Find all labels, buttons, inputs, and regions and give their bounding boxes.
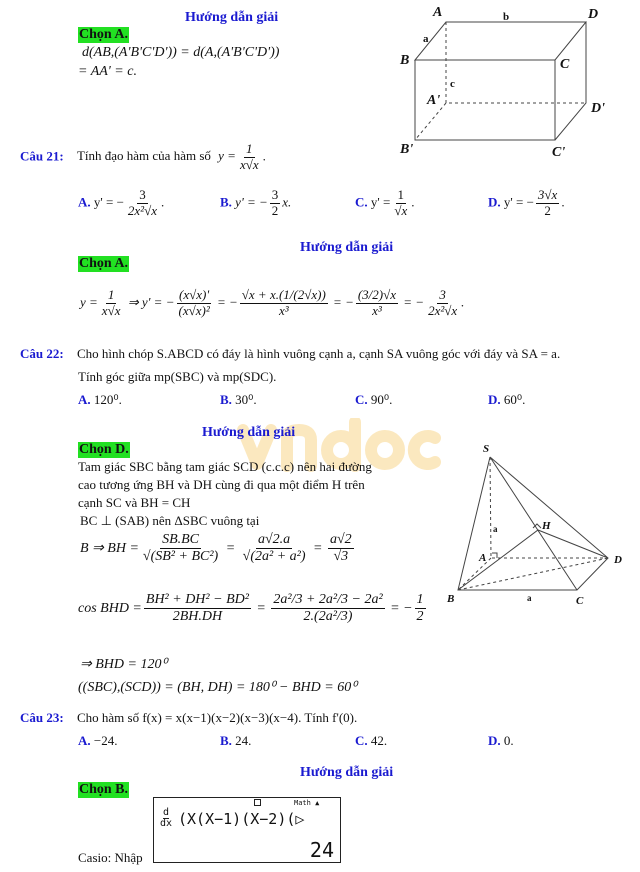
- label-A: A: [433, 5, 443, 20]
- math: y' = −: [503, 194, 534, 210]
- math: 1: [397, 187, 405, 202]
- math: 2a²/3 + 2a²/3 − 2a²: [271, 592, 384, 609]
- math: a√2: [328, 532, 354, 549]
- option-letter: B.: [220, 194, 232, 210]
- math: 3: [439, 287, 446, 302]
- math: 1: [107, 287, 115, 302]
- label-B: B: [400, 53, 410, 68]
- derivative-symbol: [160, 808, 172, 829]
- option-letter: B.: [220, 733, 232, 748]
- question-label: Câu 23:: [20, 710, 64, 725]
- option-letter: C.: [355, 392, 368, 407]
- math: y' = −: [93, 194, 124, 210]
- edge-c: c: [450, 78, 455, 90]
- math: 3: [139, 187, 146, 202]
- solution-heading: Hướng dẫn giải: [300, 240, 394, 255]
- math: y =: [218, 148, 236, 164]
- math: 2x²√x: [127, 202, 157, 218]
- option-c: [355, 733, 387, 749]
- option-d: [488, 733, 514, 749]
- label-B: B: [447, 593, 455, 605]
- math: cos BHD =: [78, 600, 142, 616]
- math: x.: [282, 194, 292, 210]
- math: .: [561, 194, 565, 210]
- math: .: [160, 194, 165, 210]
- label-D: D: [588, 7, 599, 22]
- label-A: A: [479, 552, 487, 564]
- math: 1: [415, 592, 426, 609]
- math: = −: [390, 600, 413, 616]
- answer-choice: Chọn B.: [79, 782, 129, 797]
- math: .: [411, 194, 415, 210]
- label-B-prime: B': [400, 142, 414, 157]
- question-text: Tính đạo hàm của hàm số: [76, 148, 211, 164]
- math: √(SB² + BC²): [142, 549, 219, 565]
- battery-icon: [254, 799, 261, 806]
- option-b: [220, 392, 257, 408]
- math: √x: [394, 202, 408, 218]
- bhd-result: ⇒ BHD = 120⁰: [80, 657, 168, 672]
- question-21: Câu 21: Tính đạo hàm của hàm số y = $\frac{1}{x√x}$ .: [20, 141, 266, 172]
- math: B ⇒ BH =: [80, 540, 139, 556]
- solution-heading: Hướng dẫn giải: [300, 765, 394, 780]
- question-text: Tính góc giữa mp(SBC) và mp(SDC).: [78, 369, 277, 384]
- option-value: 0.: [503, 733, 514, 748]
- question-label: Câu 21:: [20, 148, 64, 164]
- math: √(2a² + a²): [242, 549, 306, 565]
- label-A-prime: A': [427, 93, 441, 108]
- solution-line: BC ⊥ (SAB) nên ΔSBC vuông tại: [80, 513, 260, 528]
- option-letter: A.: [78, 194, 91, 210]
- derivative-solution: [80, 288, 464, 319]
- option-a: [78, 188, 164, 219]
- math: x³: [278, 302, 289, 318]
- math: √x + x.(1/(2√x)): [241, 287, 326, 302]
- option-value: 24.: [235, 733, 252, 748]
- math: y =: [80, 294, 98, 310]
- math: 2: [544, 202, 551, 218]
- label-D-prime: D': [591, 101, 605, 116]
- question-23: [20, 710, 357, 726]
- pyramid-figure: [440, 435, 640, 610]
- math-indicator: Math ▲: [294, 799, 320, 807]
- label-C: C: [560, 57, 570, 72]
- math: dx: [160, 818, 173, 829]
- bh-formula: B ⇒ BH = $\frac{SB.BC}{\text{√(SB² + BC²)}}$ = $\frac{a√2.a}{\text{√(2a² + a²)}}$ = $\frac{a√2}{√3}$: [80, 532, 352, 565]
- math: = −: [403, 294, 425, 310]
- option-letter: A.: [78, 733, 91, 748]
- calculator-screen: [153, 797, 341, 863]
- math: SB.BC: [160, 532, 201, 549]
- math: y' =: [370, 194, 391, 210]
- label-D: D: [614, 554, 622, 566]
- solution-line: d(AB,(A'B'C'D')) = d(A,(A'B'C'D')): [82, 45, 280, 60]
- solution-heading: Hướng dẫn giải: [185, 10, 279, 25]
- option-d: [488, 188, 565, 219]
- math: x√x: [101, 302, 121, 318]
- option-d: [488, 392, 525, 408]
- answer-choice: Chọn D.: [79, 442, 129, 457]
- option-letter: A.: [78, 392, 91, 407]
- math: (x√x)': [179, 287, 210, 302]
- calc-result: 24: [309, 838, 334, 862]
- edge-a: a: [527, 593, 532, 603]
- option-c: [355, 392, 392, 408]
- math: 3: [271, 187, 279, 202]
- math: = −: [333, 294, 354, 310]
- question-label: Câu 22:: [20, 346, 64, 361]
- question-text: Cho hàm số f(x) = x(x−1)(x−2)(x−3)(x−4). Tính f'(0).: [76, 710, 358, 725]
- calc-expression: (X(X−1)(X−2)(▷: [178, 810, 305, 828]
- cos-formula: cos BHD = $\frac{\text{BH² + DH² − BD²}}{2BH.DH}$ = $\frac{\text{2a²/3 + 2a²/3 − 2a²}}{\text{2.(2a²/3)}}$ = − $\frac{1}{2}$: [78, 592, 424, 625]
- math: 2.(2a²/3): [303, 609, 353, 625]
- option-letter: B.: [220, 392, 232, 407]
- math: ⇒ y' = −: [127, 294, 175, 310]
- math: d: [163, 807, 170, 818]
- option-b: [220, 733, 251, 749]
- label-C: C: [576, 595, 584, 607]
- label-H: H: [542, 520, 551, 532]
- math: = −: [216, 294, 238, 310]
- math: a√2.a: [256, 532, 292, 549]
- math: 2x²√x: [428, 302, 458, 318]
- casio-label: Casio: Nhập: [78, 850, 143, 865]
- option-letter: C.: [355, 733, 368, 748]
- solution-line: cạnh SC và BH = CH: [78, 495, 191, 510]
- math: √3: [333, 549, 349, 565]
- math: 3√x: [537, 187, 558, 202]
- math: .: [461, 294, 465, 310]
- solution-line: Tam giác SBC bằng tam giác SCD (c.c.c) nên hai đường: [78, 459, 372, 474]
- math: 2: [416, 609, 424, 625]
- math: x√x: [239, 156, 259, 172]
- option-value: 120⁰.: [93, 392, 122, 407]
- angle-result: ((SBC),(SCD)) = (BH, DH) = 180⁰ − BHD = 60⁰: [78, 680, 357, 695]
- option-letter: D.: [488, 392, 501, 407]
- option-value: 42.: [370, 733, 388, 748]
- answer-choice: Chọn A.: [79, 256, 129, 271]
- solution-line: cao tương ứng BH và DH cùng đi qua một điểm H trên: [78, 477, 365, 492]
- question-text: Cho hình chóp S.ABCD có đáy là hình vuông cạnh a, cạnh SA vuông góc với đáy và SA = a.: [76, 346, 561, 361]
- math: x³: [372, 302, 382, 318]
- option-a: [78, 392, 122, 408]
- math: (x√x)²: [178, 302, 210, 318]
- solution-line: = AA' = c.: [78, 64, 137, 79]
- option-letter: C.: [355, 194, 368, 210]
- option-value: 90⁰.: [370, 392, 393, 407]
- edge-a: a: [423, 33, 429, 45]
- edge-b: b: [503, 11, 510, 23]
- edge-a: a: [493, 524, 498, 534]
- option-value: 60⁰.: [503, 392, 526, 407]
- answer-choice: Chọn A.: [79, 27, 129, 42]
- label-C-prime: C': [552, 145, 566, 160]
- option-value: −24.: [93, 733, 118, 748]
- math: 2BH.DH: [172, 609, 223, 625]
- math: (3/2)√x: [357, 287, 397, 302]
- math: y' = −: [235, 194, 268, 210]
- question-22: [20, 346, 560, 362]
- math: 2: [271, 202, 279, 218]
- box-figure: [395, 0, 640, 165]
- label-S: S: [483, 443, 490, 455]
- option-value: 30⁰.: [235, 392, 257, 407]
- option-letter: D.: [488, 733, 501, 748]
- option-b: [220, 188, 291, 219]
- math: BH² + DH² − BD²: [144, 592, 251, 609]
- solution-heading: Hướng dẫn giải: [202, 425, 296, 440]
- option-c: [355, 188, 414, 219]
- math: 1: [246, 141, 253, 156]
- option-letter: D.: [488, 194, 501, 210]
- option-a: [78, 733, 117, 749]
